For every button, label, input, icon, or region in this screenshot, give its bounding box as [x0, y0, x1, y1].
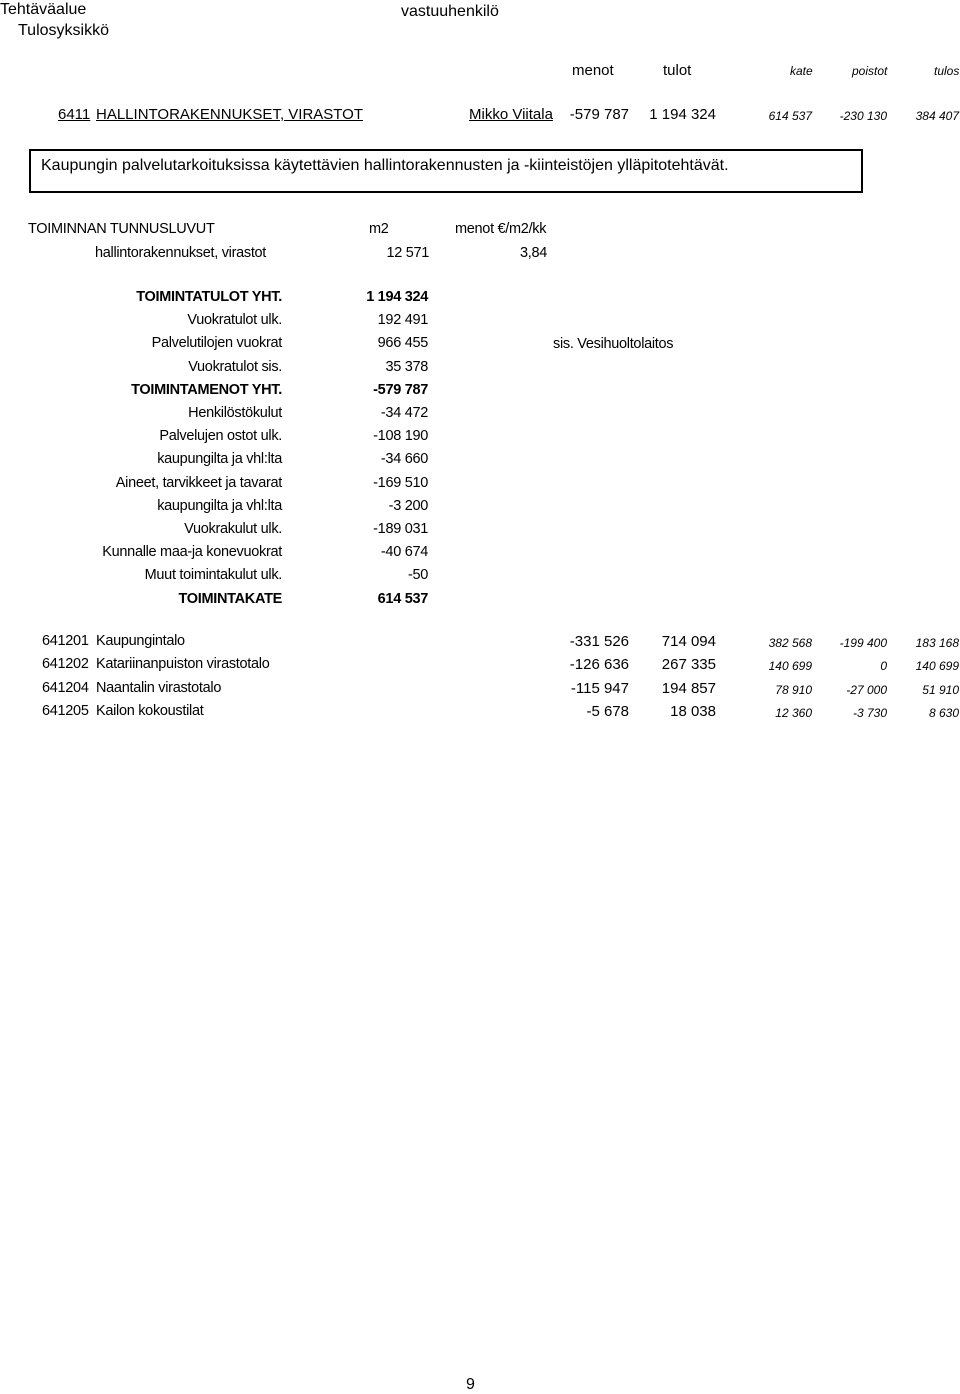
unit-poistot: 0	[880, 659, 887, 673]
description-text: Kaupungin palvelutarkoituksissa käytettävien hallintorakennusten ja -kiinteistöjen ylläpitotehtävät.	[41, 157, 729, 174]
breakdown-label: Palvelujen ostot ulk.	[159, 428, 282, 444]
description-box	[29, 149, 863, 193]
unit-menot: -115 947	[570, 680, 629, 697]
breakdown-value: 192 491	[377, 312, 428, 328]
breakdown-label: Vuokrakulut ulk.	[184, 521, 282, 537]
breakdown-label: TOIMINTAMENOT YHT.	[131, 382, 282, 398]
unit-name: Kailon kokoustilat	[96, 703, 204, 719]
note-text: sis. Vesihuoltolaitos	[553, 336, 674, 352]
kpi-col-m2: m2	[369, 221, 389, 237]
responsible-label: vastuuhenkilö	[401, 3, 499, 20]
unit-tulot: 714 094	[661, 633, 716, 650]
breakdown-label: Palvelutilojen vuokrat	[151, 335, 282, 351]
unit-menot: -331 526	[569, 633, 629, 650]
breakdown-label: Aineet, tarvikkeet ja tavarat	[115, 475, 282, 491]
col-menot: menot	[572, 62, 614, 79]
breakdown-label: Vuokratulot sis.	[188, 359, 282, 375]
unit-code: 641201	[42, 633, 89, 649]
kpi-row-cost: 3,84	[519, 245, 547, 261]
unit-kate: 78 910	[775, 683, 812, 697]
breakdown-label: Kunnalle maa-ja konevuokrat	[102, 544, 282, 560]
unit-tulos: 8 630	[928, 706, 959, 720]
unit-tulos: 140 699	[915, 659, 959, 673]
kpi-row-label: hallintorakennukset, virastot	[95, 245, 267, 261]
unit-tulot: 267 335	[661, 656, 716, 673]
unit-poistot: -27 000	[846, 683, 887, 697]
breakdown-label: Henkilöstökulut	[188, 405, 282, 421]
breakdown-label: kaupungilta ja vhl:lta	[157, 451, 282, 467]
breakdown-value: -34 660	[380, 451, 428, 467]
main-menot: -579 787	[569, 106, 629, 123]
kpi-col-cost: menot €/m2/kk	[455, 221, 547, 237]
unit-name: Naantalin virastotalo	[96, 680, 222, 696]
main-name: HALLINTORAKENNUKSET, VIRASTOT	[96, 106, 364, 123]
breakdown-label: TOIMINTAKATE	[178, 591, 282, 607]
page-number: 9	[466, 1376, 475, 1393]
unit-menot: -126 636	[569, 656, 629, 673]
unit-kate: 140 699	[768, 659, 812, 673]
breakdown-value: -34 472	[380, 405, 428, 421]
breakdown-value: -189 031	[373, 521, 428, 537]
breakdown-value: 1 194 324	[366, 289, 428, 305]
col-poistot: poistot	[852, 64, 888, 78]
area-label: Tehtäväalue	[0, 1, 87, 18]
main-kate: 614 537	[768, 109, 812, 123]
kpi-row-m2: 12 571	[386, 245, 429, 261]
unit-code: 641202	[42, 656, 89, 672]
breakdown-value: 614 537	[377, 591, 428, 607]
unit-code: 641205	[42, 703, 89, 719]
unit-name: Kaupungintalo	[96, 633, 185, 649]
breakdown-value: 966 455	[377, 335, 428, 351]
unit-tulos: 183 168	[915, 636, 959, 650]
unit-tulot: 18 038	[670, 703, 716, 720]
unit-poistot: -199 400	[839, 636, 887, 650]
unit-tulot: 194 857	[661, 680, 716, 697]
breakdown-label: Vuokratulot ulk.	[187, 312, 282, 328]
breakdown-value: -169 510	[373, 475, 428, 491]
breakdown-label: kaupungilta ja vhl:lta	[157, 498, 282, 514]
breakdown-value: -579 787	[373, 382, 428, 398]
col-tulos: tulos	[934, 64, 960, 78]
unit-kate: 12 360	[775, 706, 812, 720]
main-person: Mikko Viitala	[469, 106, 553, 123]
unit-label: Tulosyksikkö	[18, 22, 109, 39]
main-tulos: 384 407	[915, 109, 959, 123]
unit-name: Katariinanpuiston virastotalo	[96, 656, 270, 672]
unit-poistot: -3 730	[852, 706, 887, 720]
unit-menot: -5 678	[586, 703, 629, 720]
main-code: 6411	[58, 106, 91, 123]
unit-kate: 382 568	[768, 636, 812, 650]
breakdown-value: -3 200	[388, 498, 428, 514]
breakdown-label: TOIMINTATULOT YHT.	[136, 289, 282, 305]
unit-code: 641204	[42, 680, 89, 696]
col-tulot: tulot	[663, 62, 692, 79]
breakdown-value: -40 674	[380, 544, 428, 560]
main-tulot: 1 194 324	[649, 106, 716, 123]
breakdown-value: -108 190	[373, 428, 428, 444]
breakdown-value: 35 378	[385, 359, 428, 375]
kpi-title: TOIMINNAN TUNNUSLUVUT	[28, 221, 215, 237]
breakdown-value: -50	[407, 567, 428, 583]
col-kate: kate	[790, 64, 813, 78]
unit-tulos: 51 910	[922, 683, 959, 697]
breakdown-label: Muut toimintakulut ulk.	[144, 567, 282, 583]
main-poistot: -230 130	[839, 109, 887, 123]
